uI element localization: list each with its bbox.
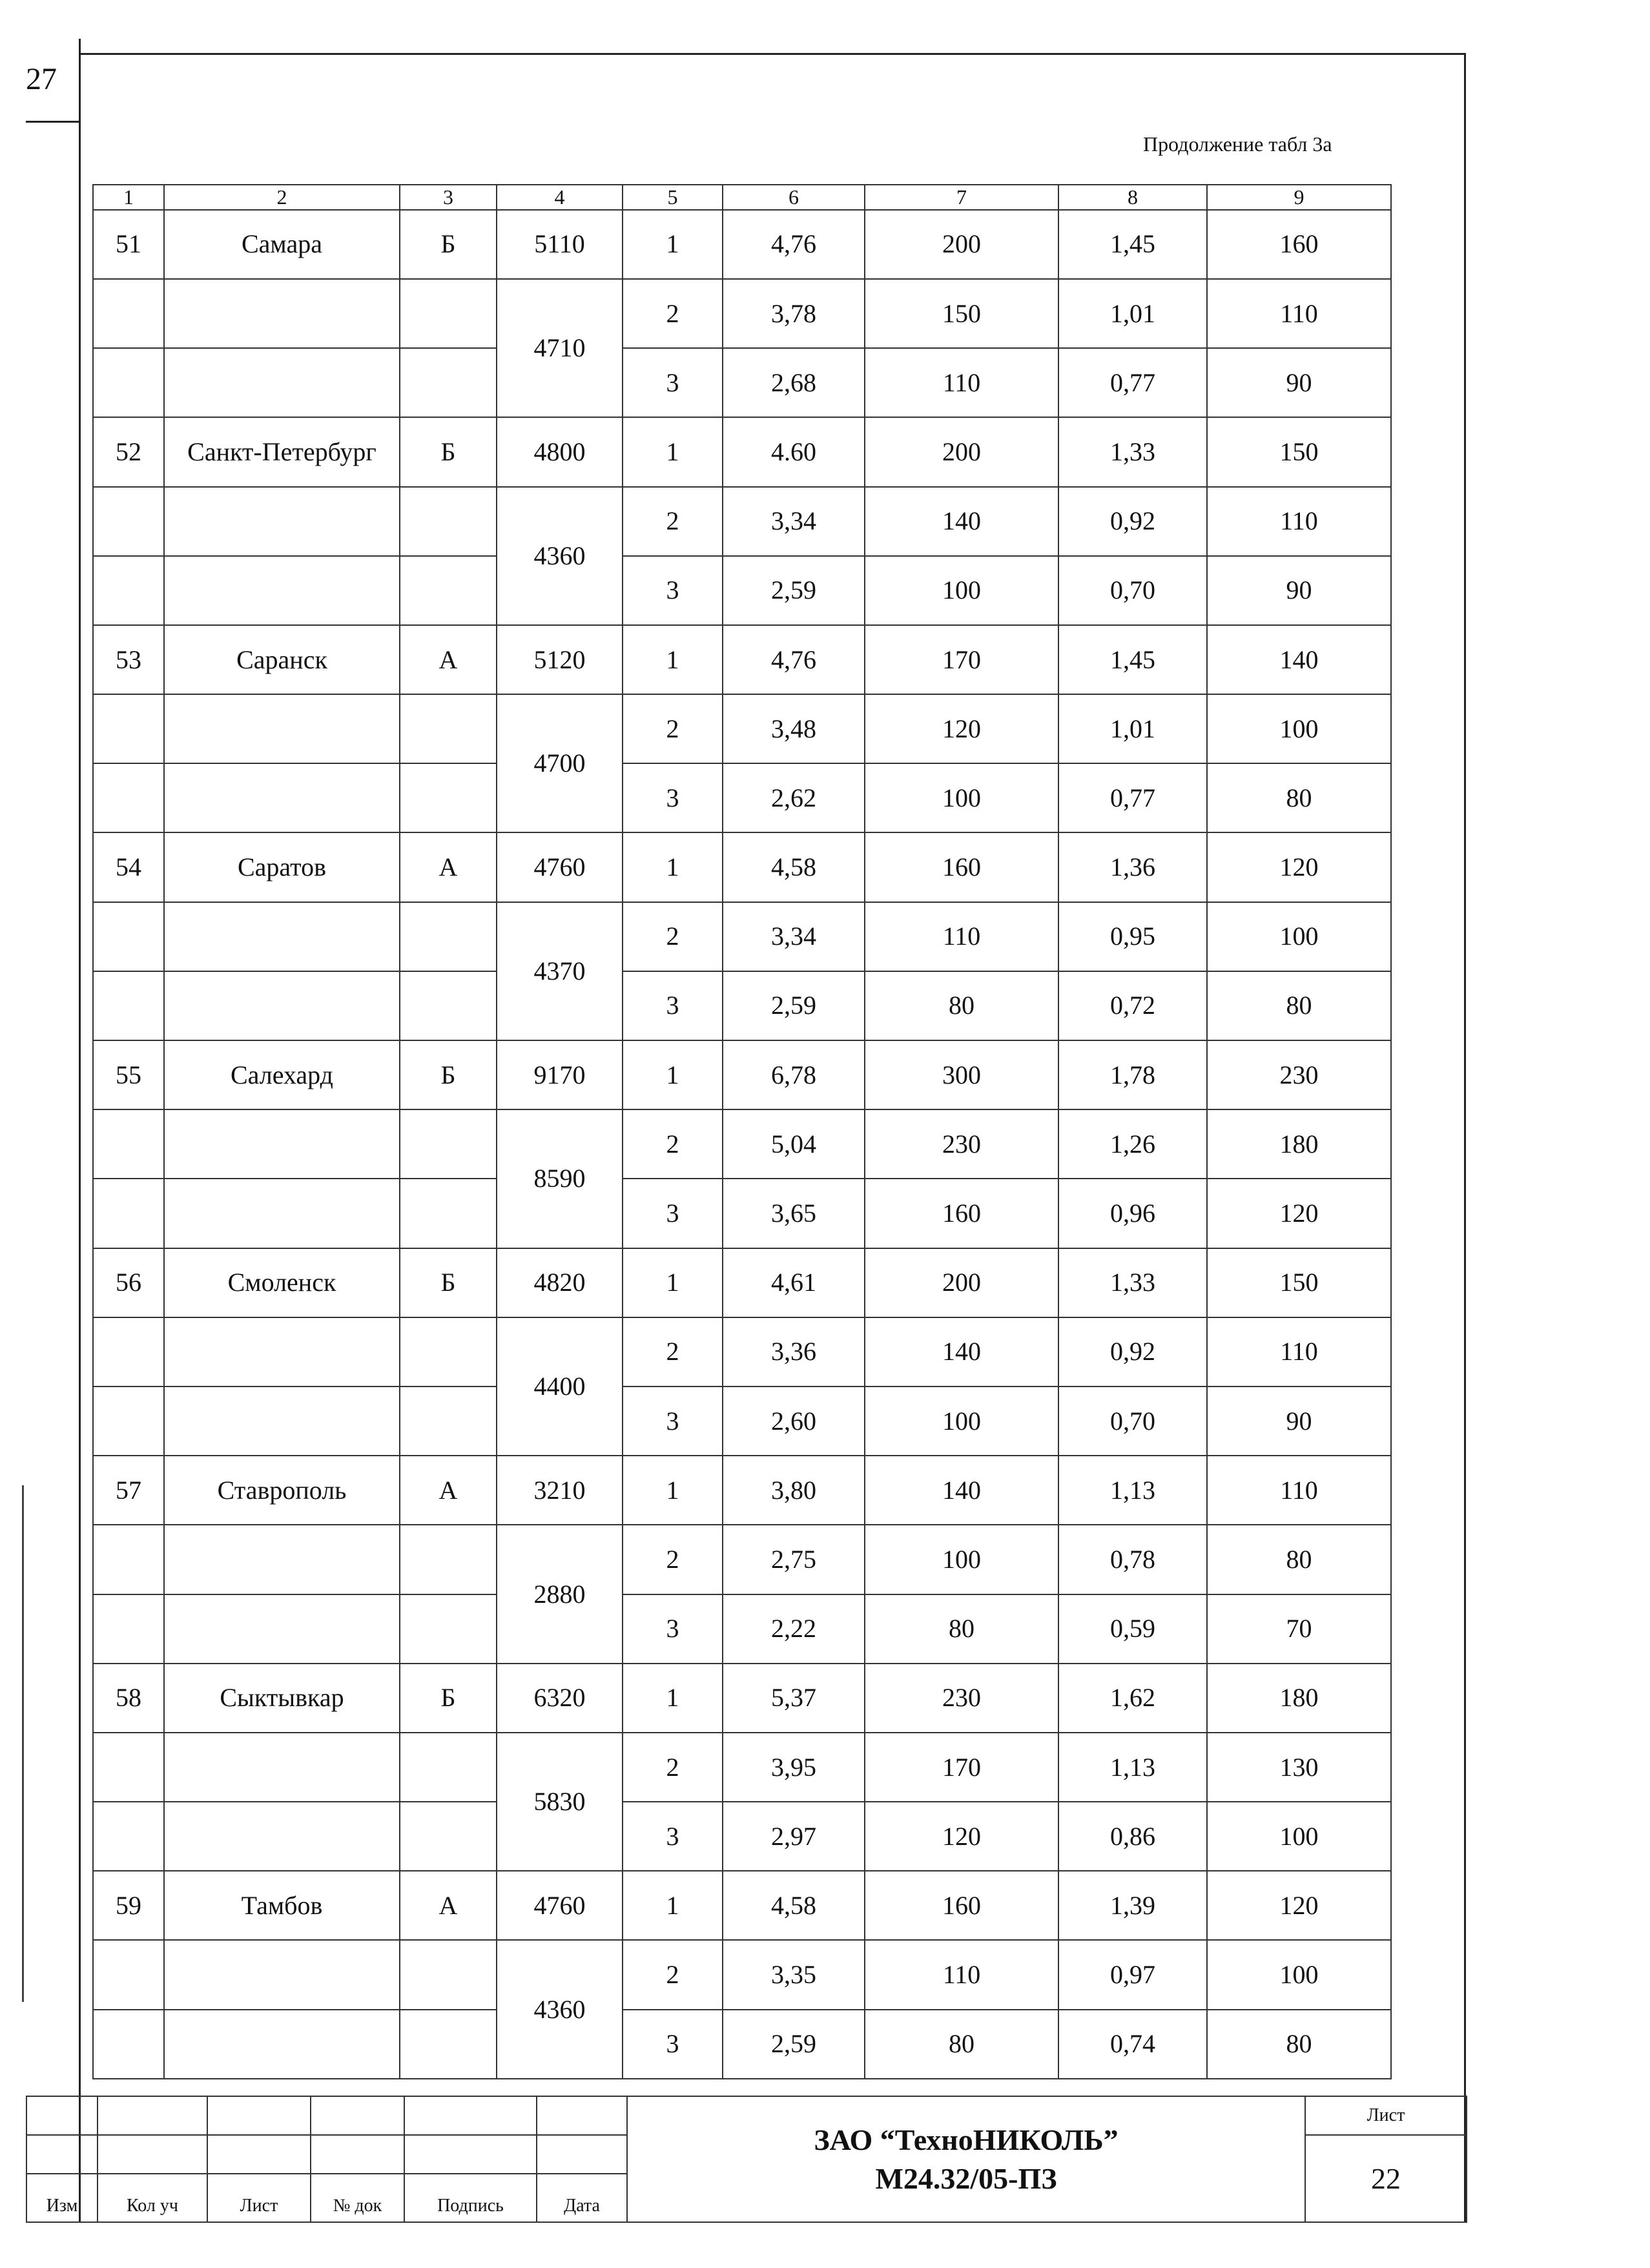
table-row [93,1525,1391,1594]
stamp-label-doc-num: № док [311,2174,404,2222]
table-cell: 100 [865,1387,1058,1456]
table-cell: 160 [865,1179,1058,1248]
col-header: 7 [865,185,1058,210]
table-row [93,832,1391,902]
table-row [93,1179,1391,1248]
table-cell: 1 [623,832,723,902]
title-block [26,2096,1467,2223]
table-row [93,902,1391,971]
empty-cell [400,1317,497,1387]
table-cell: 100 [1207,1940,1391,2009]
table-cell: 120 [1207,832,1391,902]
table-cell: 2 [623,1109,723,1179]
table-row [93,417,1391,486]
table-cell: 90 [1207,556,1391,625]
table-cell: 2 [623,902,723,971]
empty-cell [93,348,164,417]
table-cell: 2 [623,487,723,556]
empty-cell [400,1733,497,1802]
empty-cell [93,1594,164,1664]
table-cell: 230 [865,1109,1058,1179]
row-number: 57 [93,1456,164,1525]
table-cell: 4,58 [723,1871,865,1940]
empty-cell [164,1802,400,1871]
row-number: 59 [93,1871,164,1940]
table-row [93,1456,1391,1525]
empty-cell [400,694,497,763]
table-cell: 2,59 [723,2010,865,2079]
table-row [93,1664,1391,1733]
table-cell: 170 [865,625,1058,694]
zone-cell: Б [400,210,497,279]
table-cell: 2,62 [723,763,865,832]
empty-cell [164,556,400,625]
table-cell: 140 [865,1317,1058,1387]
table-cell: 2 [623,1525,723,1594]
empty-cell [93,694,164,763]
table-cell: 120 [865,694,1058,763]
col-header: 4 [497,185,623,210]
col-header: 5 [623,185,723,210]
stamp-label-list: Лист [207,2174,311,2222]
table-cell: 150 [865,279,1058,348]
value-col4-merged: 4710 [497,279,623,417]
table-cell: 70 [1207,1594,1391,1664]
table-cell: 230 [1207,1040,1391,1109]
table-cell: 0,70 [1058,556,1207,625]
city-name: Ставрополь [164,1456,400,1525]
table-cell: 0,77 [1058,348,1207,417]
city-name: Самара [164,210,400,279]
table-cell: 100 [1207,902,1391,971]
table-cell: 140 [865,487,1058,556]
table-cell: 110 [1207,279,1391,348]
table-row [93,1594,1391,1664]
city-name: Тамбов [164,1871,400,1940]
table-cell: 100 [865,763,1058,832]
corner-page-number: 27 [26,62,57,96]
table-body [93,210,1391,2079]
table-cell: 6,78 [723,1040,865,1109]
value-col4-merged: 8590 [497,1109,623,1248]
zone-cell: Б [400,1248,497,1317]
table-cell: 80 [865,2010,1058,2079]
city-name: Санкт-Петербург [164,417,400,486]
table-cell: 160 [1207,210,1391,279]
empty-cell [93,1940,164,2009]
table-cell: 0,74 [1058,2010,1207,2079]
table-row [93,971,1391,1040]
value-col4-merged: 4370 [497,902,623,1040]
empty-cell [93,487,164,556]
table-cell: 3 [623,1387,723,1456]
col-header: 3 [400,185,497,210]
table-cell: 2,59 [723,971,865,1040]
empty-cell [164,1387,400,1456]
table-cell: 80 [1207,763,1391,832]
table-cell: 4.60 [723,417,865,486]
table-cell: 4,61 [723,1248,865,1317]
table-cell: 3 [623,348,723,417]
table-cell: 140 [865,1456,1058,1525]
empty-cell [164,971,400,1040]
table-row [93,556,1391,625]
table-cell: 5,37 [723,1664,865,1733]
table-cell: 100 [865,1525,1058,1594]
table-cell: 90 [1207,1387,1391,1456]
table-cell: 2 [623,1317,723,1387]
value-col4-merged: 5830 [497,1733,623,1871]
table-cell: 0,86 [1058,1802,1207,1871]
title-block-main [627,2096,1305,2222]
value-col4: 5110 [497,210,623,279]
table-cell: 3,78 [723,279,865,348]
table-cell: 3,36 [723,1317,865,1387]
value-col4-merged: 4360 [497,487,623,625]
table-row [93,279,1391,348]
table-cell: 1,01 [1058,694,1207,763]
row-number: 55 [93,1040,164,1109]
table-cell: 200 [865,210,1058,279]
table-row [93,1317,1391,1387]
company-name: ЗАО “ТехноНИКОЛЬ” [814,2123,1119,2156]
table-cell: 80 [865,1594,1058,1664]
table-cell: 1,13 [1058,1456,1207,1525]
table-cell: 1,39 [1058,1871,1207,1940]
table-cell: 1,01 [1058,279,1207,348]
col-header: 9 [1207,185,1391,210]
table-cell: 180 [1207,1109,1391,1179]
table-cell: 3 [623,763,723,832]
table-cell: 1,33 [1058,1248,1207,1317]
table-cell: 3,80 [723,1456,865,1525]
row-number: 58 [93,1664,164,1733]
value-col4: 4760 [497,1871,623,1940]
empty-cell [93,902,164,971]
empty-cell [93,1525,164,1594]
table-row [93,763,1391,832]
table-cell: 230 [865,1664,1058,1733]
empty-cell [164,348,400,417]
table-cell: 170 [865,1733,1058,1802]
table-cell: 300 [865,1040,1058,1109]
table-cell: 180 [1207,1664,1391,1733]
table-cell: 1,78 [1058,1040,1207,1109]
header-row [93,185,1391,210]
table-cell: 1,33 [1058,417,1207,486]
empty-cell [400,1802,497,1871]
empty-cell [164,1525,400,1594]
table-cell: 80 [865,971,1058,1040]
table-row [93,1109,1391,1179]
table-cell: 0,92 [1058,1317,1207,1387]
table-row [93,694,1391,763]
zone-cell: А [400,1871,497,1940]
value-col4: 6320 [497,1664,623,1733]
table-continuation-label: Продолжение табл 3а [1143,132,1332,156]
empty-cell [400,1179,497,1248]
table-cell: 80 [1207,1525,1391,1594]
value-col4-merged: 4360 [497,1940,623,2079]
table-cell: 200 [865,1248,1058,1317]
row-number: 52 [93,417,164,486]
table-cell: 2 [623,1940,723,2009]
table-row [93,1248,1391,1317]
value-col4: 9170 [497,1040,623,1109]
table-cell: 110 [865,348,1058,417]
table-cell: 160 [865,1871,1058,1940]
stamp-label-signature: Подпись [404,2174,537,2222]
table-cell: 0,72 [1058,971,1207,1040]
table-row [93,1733,1391,1802]
empty-cell [400,763,497,832]
table-row [93,487,1391,556]
empty-cell [400,902,497,971]
table-cell: 0,70 [1058,1387,1207,1456]
zone-cell: А [400,625,497,694]
city-name: Сыктывкар [164,1664,400,1733]
sheet-label: Лист [1305,2096,1467,2135]
table-cell: 0,97 [1058,1940,1207,2009]
stamp-label-date: Дата [537,2174,627,2222]
table-cell: 0,92 [1058,487,1207,556]
empty-cell [400,971,497,1040]
empty-cell [400,556,497,625]
row-number: 53 [93,625,164,694]
empty-cell [93,1733,164,1802]
zone-cell: А [400,1456,497,1525]
empty-cell [164,487,400,556]
table-row [93,625,1391,694]
table-cell: 1 [623,210,723,279]
empty-cell [93,971,164,1040]
empty-cell [164,1733,400,1802]
table-row [93,210,1391,279]
zone-cell: А [400,832,497,902]
empty-cell [93,279,164,348]
value-col4: 4760 [497,832,623,902]
empty-cell [400,1525,497,1594]
table-cell: 80 [1207,971,1391,1040]
table-cell: 4,76 [723,210,865,279]
table-row [93,348,1391,417]
empty-cell [400,2010,497,2079]
table-cell: 1,13 [1058,1733,1207,1802]
row-number: 54 [93,832,164,902]
empty-cell [400,1109,497,1179]
city-name: Смоленск [164,1248,400,1317]
empty-cell [164,2010,400,2079]
table-cell: 160 [865,832,1058,902]
table-cell: 3,34 [723,487,865,556]
sheet-number: 22 [1305,2135,1467,2222]
empty-cell [164,1940,400,2009]
value-col4-merged: 2880 [497,1525,623,1663]
empty-cell [164,1317,400,1387]
table-cell: 4,76 [723,625,865,694]
table-cell: 1 [623,1664,723,1733]
table-cell: 110 [1207,487,1391,556]
table-cell: 1,45 [1058,625,1207,694]
table-row [93,1871,1391,1940]
table-cell: 110 [1207,1317,1391,1387]
city-name: Саранск [164,625,400,694]
table-cell: 120 [865,1802,1058,1871]
table-cell: 1,36 [1058,832,1207,902]
table-cell: 2 [623,279,723,348]
table-cell: 1 [623,1248,723,1317]
empty-cell [164,902,400,971]
col-header: 2 [164,185,400,210]
empty-cell [400,279,497,348]
table-cell: 2,59 [723,556,865,625]
empty-cell [400,348,497,417]
table-cell: 110 [1207,1456,1391,1525]
empty-cell [400,1387,497,1456]
table-cell: 1,26 [1058,1109,1207,1179]
empty-cell [93,1109,164,1179]
table-cell: 150 [1207,1248,1391,1317]
table-cell: 200 [865,417,1058,486]
empty-cell [400,487,497,556]
table-cell: 120 [1207,1179,1391,1248]
col-header: 8 [1058,185,1207,210]
table-row [93,1387,1391,1456]
table-cell: 3 [623,1594,723,1664]
empty-cell [164,1594,400,1664]
left-margin-mark [22,1485,24,2002]
table-cell: 2,60 [723,1387,865,1456]
col-header: 1 [93,185,164,210]
table-cell: 0,78 [1058,1525,1207,1594]
empty-cell [400,1594,497,1664]
table-row [93,2010,1391,2079]
table-cell: 1,62 [1058,1664,1207,1733]
table-cell: 3,95 [723,1733,865,1802]
col-header: 6 [723,185,865,210]
table-cell: 3,34 [723,902,865,971]
empty-cell [164,763,400,832]
table-row [93,1802,1391,1871]
value-col4: 3210 [497,1456,623,1525]
table-cell: 0,59 [1058,1594,1207,1664]
empty-cell [164,1109,400,1179]
empty-cell [93,556,164,625]
table-cell: 80 [1207,2010,1391,2079]
value-col4-merged: 4400 [497,1317,623,1456]
empty-cell [93,1317,164,1387]
table-cell: 110 [865,902,1058,971]
table-cell: 5,04 [723,1109,865,1179]
table-cell: 3,35 [723,1940,865,2009]
empty-cell [93,763,164,832]
zone-cell: Б [400,417,497,486]
table-cell: 130 [1207,1733,1391,1802]
table-cell: 3,48 [723,694,865,763]
table-cell: 2,97 [723,1802,865,1871]
table-cell: 0,77 [1058,763,1207,832]
stamp-label-izm: Изм [26,2174,98,2222]
table-cell: 1 [623,625,723,694]
table-cell: 1 [623,1040,723,1109]
city-name: Саратов [164,832,400,902]
table-cell: 2 [623,1733,723,1802]
value-col4: 5120 [497,625,623,694]
row-number: 56 [93,1248,164,1317]
city-name: Салехард [164,1040,400,1109]
table-cell: 150 [1207,417,1391,486]
value-col4-merged: 4700 [497,694,623,832]
table-cell: 110 [865,1940,1058,2009]
table-cell: 0,96 [1058,1179,1207,1248]
table-cell: 0,95 [1058,902,1207,971]
empty-cell [164,279,400,348]
empty-cell [400,1940,497,2009]
table-cell: 2,75 [723,1525,865,1594]
empty-cell [93,1179,164,1248]
table-cell: 140 [1207,625,1391,694]
table-cell: 1 [623,1871,723,1940]
document-code: М24.32/05-ПЗ [875,2161,1057,2195]
table-row [93,1040,1391,1109]
table-cell: 90 [1207,348,1391,417]
table-cell: 4,58 [723,832,865,902]
zone-cell: Б [400,1040,497,1109]
table-cell: 3 [623,1802,723,1871]
value-col4: 4800 [497,417,623,486]
table-cell: 120 [1207,1871,1391,1940]
row-number: 51 [93,210,164,279]
empty-cell [164,1179,400,1248]
table-cell: 100 [1207,694,1391,763]
table-cell: 100 [865,556,1058,625]
table-cell: 3 [623,1179,723,1248]
table-cell: 1,45 [1058,210,1207,279]
table-cell: 3 [623,971,723,1040]
table-cell: 3,65 [723,1179,865,1248]
table-cell: 3 [623,2010,723,2079]
table-row [93,1940,1391,2009]
zone-cell: Б [400,1664,497,1733]
table-cell: 2,22 [723,1594,865,1664]
table-cell: 3 [623,556,723,625]
table-cell: 1 [623,417,723,486]
data-table [92,184,1392,2079]
table-cell: 2 [623,694,723,763]
empty-cell [164,694,400,763]
empty-cell [93,1387,164,1456]
table-cell: 100 [1207,1802,1391,1871]
table-cell: 2,68 [723,348,865,417]
empty-cell [93,2010,164,2079]
empty-cell [93,1802,164,1871]
stamp-label-kol-uch: Кол уч [98,2174,207,2222]
value-col4: 4820 [497,1248,623,1317]
table-cell: 1 [623,1456,723,1525]
